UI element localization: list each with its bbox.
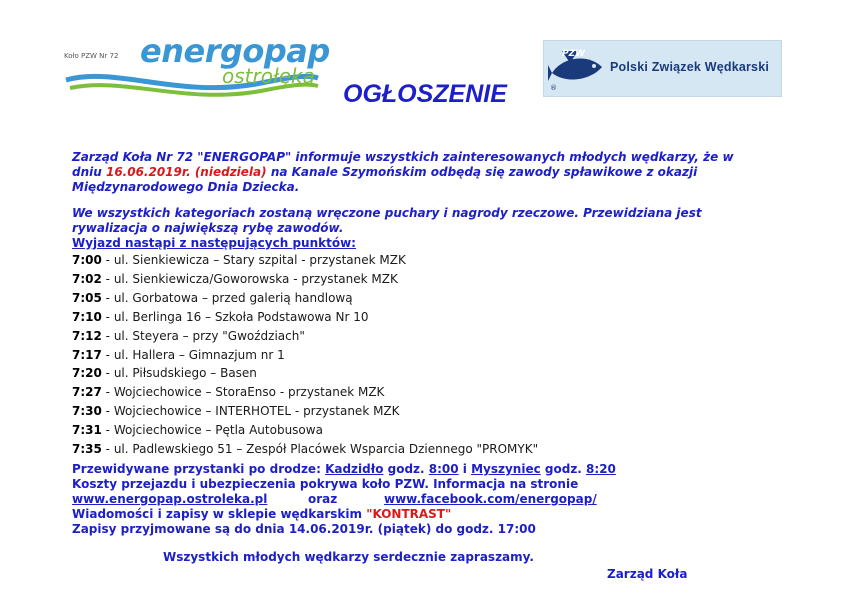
schedule-time: 7:27	[72, 385, 102, 400]
stops-godz-1: godz.	[383, 462, 429, 476]
links-oraz: oraz	[308, 492, 338, 506]
schedule-row	[72, 253, 406, 267]
schedule-place: - ul. Sienkiewicza/Goworowska - przystanek MZK	[101, 271, 398, 286]
schedule-place: - ul. Piłsudskiego – Basen	[101, 366, 257, 381]
stop-time-1: 8:00	[428, 462, 459, 476]
schedule-time: 7:00	[72, 253, 102, 267]
departure-heading	[72, 236, 762, 251]
intro-paragraph	[72, 150, 762, 195]
pzw-abbr: PZW	[562, 49, 586, 59]
shop-name: "KONTRAST"	[366, 507, 452, 521]
links-line	[72, 492, 772, 507]
intro-text-b: na Kanale Szymońskim odbędą się zawody spławikowe z okazji Międzynarodowego Dnia Dziecka.	[72, 165, 698, 194]
prizes-paragraph: We wszystkich kategoriach zostaną wręczone puchary i nagrody rzeczowe. Przewidziana jest rywalizacja o największą rybę zawodów.	[72, 206, 702, 235]
intro-text-a: Zarząd Koła Nr 72 "ENERGOPAP" informuje wszystkich zainteresowanych młodych wędkarzy, że w dniu	[72, 150, 734, 179]
stop-myszyniec: Myszyniec	[471, 462, 541, 476]
schedule-place: - ul. Berlinga 16 – Szkoła Podstawowa Nr 10	[101, 309, 369, 324]
schedule-place: - ul. Sienkiewicza – Stary szpital - przystanek MZK	[101, 253, 406, 267]
club-number: Koło PZW Nr 72	[64, 52, 119, 60]
schedule-row	[72, 423, 323, 437]
facebook-link[interactable]: www.facebook.com/energopap/	[384, 492, 597, 506]
stops-godz-2: godz.	[540, 462, 587, 476]
schedule-time: 7:05	[72, 290, 102, 305]
schedule-place: - Wojciechowice – INTERHOTEL - przystanek MZK	[101, 404, 400, 419]
stops-prefix: Przewidywane przystanki po drodze:	[72, 462, 326, 476]
schedule-place: - ul. Steyera – przy "Gwoździach"	[101, 328, 305, 343]
event-date: 16.06.2019r. (niedziela)	[105, 165, 267, 179]
pzw-name: Polski Związek Wędkarski	[610, 60, 770, 74]
schedule-time: 7:02	[72, 271, 102, 286]
news-line	[72, 507, 451, 522]
schedule-row	[72, 291, 353, 305]
schedule-place: - Wojciechowice – Pętla Autobusowa	[101, 423, 323, 438]
schedule-row	[72, 404, 400, 418]
signature: Zarząd Koła	[607, 567, 688, 581]
schedule-row	[72, 366, 257, 380]
schedule-place: - ul. Hallera – Gimnazjum nr 1	[101, 347, 285, 362]
schedule-time: 7:35	[72, 442, 102, 456]
schedule-row	[72, 348, 285, 362]
stops-and: i	[458, 462, 472, 476]
departure-heading-text: Wyjazd nastąpi z następujących punktów:	[72, 236, 356, 250]
brand-name: energopap	[140, 32, 330, 70]
news-text: Wiadomości i zapisy w sklepie wędkarskim	[72, 507, 367, 521]
schedule-time: 7:10	[72, 309, 102, 324]
registered-mark: ®	[550, 84, 557, 92]
schedule-row	[72, 272, 398, 286]
schedule-time: 7:17	[72, 347, 102, 362]
schedule-time: 7:31	[72, 423, 102, 438]
stop-kadzidlo: Kadzidło	[325, 462, 384, 476]
schedule-row	[72, 329, 305, 343]
pzw-logo	[543, 40, 782, 97]
schedule-row	[72, 310, 368, 324]
page-title: OGŁOSZENIE	[343, 80, 507, 108]
stops-line	[72, 462, 616, 477]
energopap-logo	[56, 28, 346, 106]
schedule-time: 7:20	[72, 366, 102, 381]
registration-line: Zapisy przyjmowane są do dnia 14.06.2019r. (piątek) do godz. 17:00	[72, 522, 536, 536]
schedule-place: - ul. Padlewskiego 51 – Zespół Placówek Wsparcia Dziennego "PROMYK"	[101, 442, 539, 456]
brand-city: ostrołęka	[222, 64, 315, 88]
schedule-row	[72, 385, 384, 399]
schedule-place: - ul. Gorbatowa – przed galerią handlową	[101, 290, 353, 305]
schedule-time: 7:12	[72, 328, 102, 343]
schedule-row	[72, 442, 538, 456]
schedule-time: 7:30	[72, 404, 102, 419]
invitation-line: Wszystkich młodych wędkarzy serdecznie zapraszamy.	[163, 550, 534, 564]
schedule-place: - Wojciechowice – StoraEnso - przystanek MZK	[101, 385, 385, 400]
stop-time-2: 8:20	[586, 462, 616, 476]
website-link[interactable]: www.energopap.ostroleka.pl	[72, 492, 268, 506]
costs-line: Koszty przejazdu i ubezpieczenia pokrywa koło PZW. Informacja na stronie	[72, 477, 579, 491]
